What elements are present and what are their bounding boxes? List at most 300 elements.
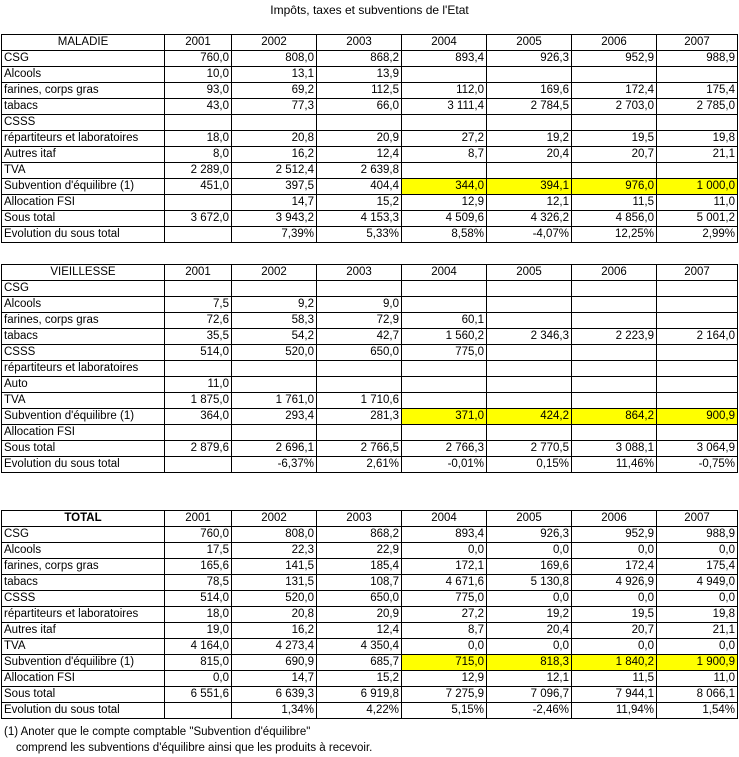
value-cell: 11,0 — [657, 195, 738, 211]
value-cell: 11,5 — [572, 671, 657, 687]
row-label: Alcools — [2, 543, 165, 559]
value-cell: 3 064,9 — [657, 441, 738, 457]
value-cell — [165, 425, 232, 441]
value-cell: 0,0 — [402, 543, 487, 559]
value-cell: 18,0 — [165, 607, 232, 623]
year-header: 2003 — [317, 511, 402, 527]
value-cell: 20,7 — [572, 623, 657, 639]
year-header: 2002 — [232, 265, 317, 281]
value-cell: 2 784,5 — [487, 99, 572, 115]
value-cell — [487, 345, 572, 361]
value-cell — [317, 377, 402, 393]
row-label: Alcools — [2, 67, 165, 83]
value-cell — [402, 377, 487, 393]
table-row — [2, 51, 738, 67]
table-row — [2, 211, 738, 227]
table-row — [2, 99, 738, 115]
row-label: répartiteurs et laboratoires — [2, 361, 165, 377]
row-label: farines, corps gras — [2, 313, 165, 329]
value-cell: 394,1 — [487, 179, 572, 195]
table-row — [2, 131, 738, 147]
table-row — [2, 115, 738, 131]
value-cell: 7,39% — [232, 227, 317, 243]
value-cell: 4 326,2 — [487, 211, 572, 227]
table-row — [2, 377, 738, 393]
value-cell: 5,15% — [402, 703, 487, 719]
value-cell: 715,0 — [402, 655, 487, 671]
value-cell — [165, 457, 232, 473]
value-cell: 2 289,0 — [165, 163, 232, 179]
value-cell — [657, 67, 738, 83]
value-cell: 0,0 — [657, 639, 738, 655]
value-cell: 16,2 — [232, 623, 317, 639]
page-title: Impôts, taxes et subventions de l'Etat — [270, 3, 469, 17]
value-cell: 926,3 — [487, 51, 572, 67]
value-cell: 1 840,2 — [572, 655, 657, 671]
value-cell: 12,4 — [317, 623, 402, 639]
value-cell: 0,0 — [657, 591, 738, 607]
table-row — [2, 83, 738, 99]
value-cell — [487, 425, 572, 441]
row-label: CSG — [2, 51, 165, 67]
value-cell: 1 000,0 — [657, 179, 738, 195]
value-cell: 8,7 — [402, 623, 487, 639]
value-cell: 131,5 — [232, 575, 317, 591]
value-cell: 1 710,6 — [317, 393, 402, 409]
row-label: répartiteurs et laboratoires — [2, 131, 165, 147]
value-cell: 60,1 — [402, 313, 487, 329]
value-cell — [165, 227, 232, 243]
value-cell — [657, 163, 738, 179]
value-cell: 35,5 — [165, 329, 232, 345]
year-header: 2001 — [165, 265, 232, 281]
value-cell: 4 509,6 — [402, 211, 487, 227]
value-cell: -6,37% — [232, 457, 317, 473]
value-cell: 775,0 — [402, 591, 487, 607]
value-cell: 868,2 — [317, 527, 402, 543]
value-cell: 20,9 — [317, 131, 402, 147]
value-cell: 2 703,0 — [572, 99, 657, 115]
value-cell: 172,1 — [402, 559, 487, 575]
row-label: farines, corps gras — [2, 559, 165, 575]
value-cell — [232, 377, 317, 393]
value-cell: 12,9 — [402, 671, 487, 687]
value-cell: 20,4 — [487, 623, 572, 639]
value-cell: 17,5 — [165, 543, 232, 559]
table-row — [2, 457, 738, 473]
table-row — [2, 687, 738, 703]
value-cell — [165, 115, 232, 131]
row-label: CSSS — [2, 345, 165, 361]
value-cell — [402, 425, 487, 441]
value-cell: 42,7 — [317, 329, 402, 345]
value-cell — [572, 345, 657, 361]
value-cell: 2 766,5 — [317, 441, 402, 457]
value-cell: 11,0 — [657, 671, 738, 687]
value-cell — [487, 163, 572, 179]
table-row — [2, 361, 738, 377]
year-header: 2007 — [657, 35, 738, 51]
value-cell: 900,9 — [657, 409, 738, 425]
value-cell: 988,9 — [657, 51, 738, 67]
value-cell: 43,0 — [165, 99, 232, 115]
value-cell: 3 672,0 — [165, 211, 232, 227]
year-header: 2002 — [232, 35, 317, 51]
table-row — [2, 67, 738, 83]
value-cell — [657, 345, 738, 361]
value-cell: 8,0 — [165, 147, 232, 163]
value-cell — [402, 115, 487, 131]
value-cell: 8 066,1 — [657, 687, 738, 703]
year-header: 2005 — [487, 511, 572, 527]
table-row — [2, 591, 738, 607]
value-cell: 2 346,3 — [487, 329, 572, 345]
value-cell: 0,0 — [487, 543, 572, 559]
value-cell: 16,2 — [232, 147, 317, 163]
table-row — [2, 671, 738, 687]
value-cell: 4 949,0 — [657, 575, 738, 591]
value-cell: 2 512,4 — [232, 163, 317, 179]
value-cell: 5,33% — [317, 227, 402, 243]
row-label: Autres itaf — [2, 623, 165, 639]
value-cell: 22,3 — [232, 543, 317, 559]
value-cell: 1 900,9 — [657, 655, 738, 671]
value-cell — [572, 281, 657, 297]
value-cell: 4 153,3 — [317, 211, 402, 227]
table-name: VIEILLESSE — [2, 265, 165, 281]
value-cell: 451,0 — [165, 179, 232, 195]
value-cell: 13,1 — [232, 67, 317, 83]
value-cell: 514,0 — [165, 591, 232, 607]
value-cell: 775,0 — [402, 345, 487, 361]
value-cell: 3 111,4 — [402, 99, 487, 115]
value-cell: 4 856,0 — [572, 211, 657, 227]
table-row — [2, 425, 738, 441]
value-cell: 4,22% — [317, 703, 402, 719]
value-cell: 4 926,9 — [572, 575, 657, 591]
row-label: CSG — [2, 281, 165, 297]
value-cell — [317, 425, 402, 441]
value-cell — [165, 703, 232, 719]
header-row — [2, 265, 738, 281]
table-row — [2, 147, 738, 163]
row-label: Auto — [2, 377, 165, 393]
table-row — [2, 639, 738, 655]
value-cell — [165, 281, 232, 297]
value-cell: 371,0 — [402, 409, 487, 425]
value-cell: 2 785,0 — [657, 99, 738, 115]
value-cell: -4,07% — [487, 227, 572, 243]
value-cell: 0,0 — [402, 639, 487, 655]
value-cell: 8,58% — [402, 227, 487, 243]
value-cell — [657, 115, 738, 131]
table-row — [2, 607, 738, 623]
value-cell: 21,1 — [657, 147, 738, 163]
table-row — [2, 163, 738, 179]
value-cell: 364,0 — [165, 409, 232, 425]
header-row — [2, 511, 738, 527]
value-cell: 760,0 — [165, 51, 232, 67]
value-cell — [487, 281, 572, 297]
row-label: Allocation FSI — [2, 425, 165, 441]
table-name: TOTAL — [2, 511, 165, 527]
row-label: Alcools — [2, 297, 165, 313]
value-cell: 2,99% — [657, 227, 738, 243]
value-cell: 77,3 — [232, 99, 317, 115]
year-header: 2005 — [487, 35, 572, 51]
table-row — [2, 329, 738, 345]
row-label: CSSS — [2, 591, 165, 607]
value-cell: 424,2 — [487, 409, 572, 425]
value-cell: 808,0 — [232, 527, 317, 543]
value-cell: 1,54% — [657, 703, 738, 719]
value-cell: 1,34% — [232, 703, 317, 719]
value-cell: 690,9 — [232, 655, 317, 671]
value-cell: 808,0 — [232, 51, 317, 67]
year-header: 2007 — [657, 265, 738, 281]
value-cell: 66,0 — [317, 99, 402, 115]
value-cell: 952,9 — [572, 51, 657, 67]
value-cell — [572, 67, 657, 83]
table-name: MALADIE — [2, 35, 165, 51]
value-cell — [232, 281, 317, 297]
value-cell — [657, 297, 738, 313]
value-cell: 4 350,4 — [317, 639, 402, 655]
value-cell: 7 096,7 — [487, 687, 572, 703]
row-label: Subvention d'équilibre (1) — [2, 409, 165, 425]
value-cell: 20,4 — [487, 147, 572, 163]
value-cell: 685,7 — [317, 655, 402, 671]
row-label: CSSS — [2, 115, 165, 131]
table-row — [2, 345, 738, 361]
value-cell: 281,3 — [317, 409, 402, 425]
value-cell: 9,0 — [317, 297, 402, 313]
value-cell: 2 696,1 — [232, 441, 317, 457]
value-cell: 926,3 — [487, 527, 572, 543]
value-cell — [572, 361, 657, 377]
value-cell — [657, 281, 738, 297]
value-cell: 22,9 — [317, 543, 402, 559]
row-label: farines, corps gras — [2, 83, 165, 99]
value-cell: 15,2 — [317, 195, 402, 211]
value-cell: 2 639,8 — [317, 163, 402, 179]
row-label: Sous total — [2, 441, 165, 457]
table-row — [2, 179, 738, 195]
value-cell: 650,0 — [317, 591, 402, 607]
year-header: 2006 — [572, 511, 657, 527]
value-cell: 815,0 — [165, 655, 232, 671]
year-header: 2004 — [402, 35, 487, 51]
value-cell: 0,0 — [572, 591, 657, 607]
value-cell — [487, 297, 572, 313]
year-header: 2004 — [402, 265, 487, 281]
value-cell: 0,0 — [165, 671, 232, 687]
value-cell: 760,0 — [165, 527, 232, 543]
value-cell — [402, 361, 487, 377]
table-row — [2, 655, 738, 671]
value-cell: 19,8 — [657, 607, 738, 623]
value-cell — [402, 67, 487, 83]
value-cell: 169,6 — [487, 559, 572, 575]
year-header: 2006 — [572, 35, 657, 51]
row-label: Subvention d'équilibre (1) — [2, 179, 165, 195]
year-header: 2001 — [165, 511, 232, 527]
table-maladie — [1, 34, 738, 243]
value-cell: 21,1 — [657, 623, 738, 639]
value-cell: 5 130,8 — [487, 575, 572, 591]
value-cell: 14,7 — [232, 671, 317, 687]
value-cell: 19,2 — [487, 607, 572, 623]
value-cell: 2 164,0 — [657, 329, 738, 345]
value-cell: 93,0 — [165, 83, 232, 99]
value-cell: 72,6 — [165, 313, 232, 329]
value-cell: 7,5 — [165, 297, 232, 313]
value-cell: 520,0 — [232, 591, 317, 607]
value-cell: 20,8 — [232, 607, 317, 623]
value-cell — [572, 163, 657, 179]
year-header: 2004 — [402, 511, 487, 527]
value-cell: 864,2 — [572, 409, 657, 425]
value-cell: 3 088,1 — [572, 441, 657, 457]
table-row — [2, 393, 738, 409]
value-cell: 19,8 — [657, 131, 738, 147]
row-label: Allocation FSI — [2, 195, 165, 211]
value-cell: 78,5 — [165, 575, 232, 591]
value-cell: 185,4 — [317, 559, 402, 575]
row-label: Sous total — [2, 687, 165, 703]
value-cell — [657, 393, 738, 409]
value-cell: 12,25% — [572, 227, 657, 243]
value-cell: 7 944,1 — [572, 687, 657, 703]
value-cell: 175,4 — [657, 559, 738, 575]
value-cell — [232, 425, 317, 441]
value-cell: 8,7 — [402, 147, 487, 163]
value-cell: 112,0 — [402, 83, 487, 99]
row-label: tabacs — [2, 329, 165, 345]
table-row — [2, 409, 738, 425]
value-cell: 20,8 — [232, 131, 317, 147]
table-row — [2, 559, 738, 575]
table-row — [2, 227, 738, 243]
value-cell — [572, 393, 657, 409]
value-cell: 952,9 — [572, 527, 657, 543]
value-cell: 6 919,8 — [317, 687, 402, 703]
value-cell — [402, 163, 487, 179]
value-cell: 5 001,2 — [657, 211, 738, 227]
value-cell: 0,15% — [487, 457, 572, 473]
year-header: 2001 — [165, 35, 232, 51]
value-cell — [657, 361, 738, 377]
value-cell: 2,61% — [317, 457, 402, 473]
row-label: TVA — [2, 163, 165, 179]
value-cell — [402, 297, 487, 313]
value-cell: 4 164,0 — [165, 639, 232, 655]
value-cell: 112,5 — [317, 83, 402, 99]
value-cell: 15,2 — [317, 671, 402, 687]
row-label: Subvention d'équilibre (1) — [2, 655, 165, 671]
value-cell: 893,4 — [402, 527, 487, 543]
table-row — [2, 297, 738, 313]
value-cell: 20,9 — [317, 607, 402, 623]
value-cell: 54,2 — [232, 329, 317, 345]
value-cell: -0,75% — [657, 457, 738, 473]
value-cell: 397,5 — [232, 179, 317, 195]
value-cell: 165,6 — [165, 559, 232, 575]
value-cell: 4 671,6 — [402, 575, 487, 591]
row-label: Evolution du sous total — [2, 457, 165, 473]
value-cell — [402, 393, 487, 409]
value-cell — [487, 361, 572, 377]
table-row — [2, 575, 738, 591]
value-cell — [572, 297, 657, 313]
value-cell: 893,4 — [402, 51, 487, 67]
value-cell: 0,0 — [572, 543, 657, 559]
value-cell — [572, 313, 657, 329]
value-cell: 27,2 — [402, 607, 487, 623]
value-cell: 19,5 — [572, 131, 657, 147]
value-cell: 2 223,9 — [572, 329, 657, 345]
value-cell: 6 551,6 — [165, 687, 232, 703]
value-cell: 988,9 — [657, 527, 738, 543]
value-cell: 818,3 — [487, 655, 572, 671]
table-row — [2, 527, 738, 543]
value-cell: 12,9 — [402, 195, 487, 211]
value-cell: 27,2 — [402, 131, 487, 147]
footnote-line-1: (1) Anoter que le compte comptable "Subvention d'équilibre" — [4, 726, 311, 738]
value-cell — [487, 115, 572, 131]
value-cell: 2 766,3 — [402, 441, 487, 457]
table-row — [2, 703, 738, 719]
value-cell: 12,1 — [487, 671, 572, 687]
value-cell — [317, 115, 402, 131]
value-cell: 175,4 — [657, 83, 738, 99]
value-cell: 868,2 — [317, 51, 402, 67]
year-header: 2003 — [317, 35, 402, 51]
value-cell: 0,0 — [487, 591, 572, 607]
value-cell: 19,0 — [165, 623, 232, 639]
value-cell: 1 761,0 — [232, 393, 317, 409]
value-cell: 141,5 — [232, 559, 317, 575]
value-cell — [487, 393, 572, 409]
row-label: Evolution du sous total — [2, 227, 165, 243]
value-cell: 172,4 — [572, 83, 657, 99]
table-total — [1, 510, 738, 719]
value-cell: 1 875,0 — [165, 393, 232, 409]
table-row — [2, 281, 738, 297]
value-cell: 11,94% — [572, 703, 657, 719]
value-cell: 0,0 — [572, 639, 657, 655]
value-cell — [165, 361, 232, 377]
value-cell — [402, 281, 487, 297]
value-cell — [657, 377, 738, 393]
row-label: Evolution du sous total — [2, 703, 165, 719]
value-cell: 514,0 — [165, 345, 232, 361]
value-cell: 11,0 — [165, 377, 232, 393]
value-cell: 976,0 — [572, 179, 657, 195]
value-cell: 2 770,5 — [487, 441, 572, 457]
value-cell: 520,0 — [232, 345, 317, 361]
year-header: 2005 — [487, 265, 572, 281]
value-cell: 4 273,4 — [232, 639, 317, 655]
value-cell — [317, 281, 402, 297]
table-row — [2, 543, 738, 559]
table-row — [2, 195, 738, 211]
value-cell: 650,0 — [317, 345, 402, 361]
year-header: 2007 — [657, 511, 738, 527]
value-cell — [572, 377, 657, 393]
value-cell: 9,2 — [232, 297, 317, 313]
table-row — [2, 623, 738, 639]
